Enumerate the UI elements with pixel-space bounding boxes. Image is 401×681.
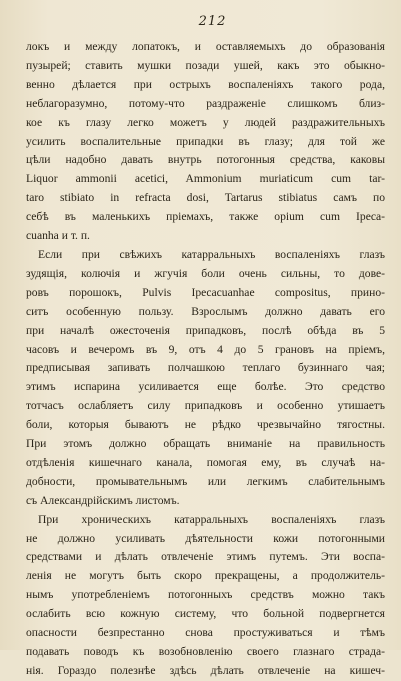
text-line: этимъ испарина усиливается еще болѣе. Это средство: [26, 380, 385, 394]
text-line: не должно усиливать дѣятельности кожи потогонными: [26, 531, 385, 545]
text-line: опасности безпрестанно снова простуживаться и тѣмъ: [26, 626, 385, 640]
text-line: Если при свѣжихъ катарральныхъ воспаленіяхъ глазъ: [38, 247, 385, 261]
text-line: cuanha и т. п.: [26, 229, 90, 243]
text-line: часовъ и вечеромъ въ 9, отъ 4 до 5 грановъ на пріемъ,: [26, 342, 385, 356]
text-line: ленія не могутъ быть скоро прекращены, а продолжитель-: [26, 569, 385, 583]
text-line: пузырей; ставить мушки позади ушей, какъ это обыкно-: [26, 58, 385, 72]
text-line: средствами и дѣлать отвлеченіе этимъ путемъ. Эти воспа-: [26, 550, 385, 564]
paragraph: [26, 246, 385, 511]
text-line: Liquor ammonii acetici, Ammonium muriaticum cum tar-: [26, 172, 385, 186]
text-line: локъ и между лопатокъ, и оставляемыхъ до образованія: [26, 40, 385, 53]
paragraph: [26, 38, 385, 246]
paragraph: [26, 511, 385, 681]
text-line: подавать поводъ къ возобновленію своего глазнаго страда-: [26, 645, 385, 658]
text-line: зудящія, колючія и жгучія боли очень сильны, то дове-: [26, 266, 385, 280]
text-line: При этомъ должно обращать вниманіе на правильность: [26, 437, 385, 451]
text-line: цѣли надобно давать внутрь потогонныя средства, каковы: [26, 153, 385, 167]
text-line: боли, которыя бываютъ не рѣдко чрезвычайно тягостны.: [26, 418, 385, 432]
text-line: ровъ порошокъ, Pulvis Ipecacuanhae compositus, прино-: [26, 285, 385, 299]
text-line: тотчасъ ослабляетъ силу припадковъ и особенно утишаетъ: [26, 399, 385, 413]
text-line: себѣ въ маленькихъ пріемахъ, также opium cum Ipeca-: [26, 210, 385, 224]
text-line: отдѣленія кишечнаго канала, помогая ему, въ случаѣ на-: [26, 455, 385, 469]
text-line: съ Александрійскимъ листомъ.: [26, 493, 180, 507]
text-line: добности, промывательнымъ или легкимъ слабительнымъ: [26, 474, 385, 488]
text-line: при началѣ ожесточенія припадковъ, послѣ обѣда въ 5: [26, 323, 385, 337]
text-line: неблагоразумно, потому-что раздраженіе слишкомъ близ-: [26, 96, 385, 110]
text-line: ситъ особенную пользу. Взрослымъ должно давать его: [26, 304, 385, 318]
text-line: При хроническихъ катарральныхъ воспаленіяхъ глазъ: [38, 512, 385, 526]
text-line: нымъ употребленіемъ потогонныхъ средствъ можно такъ: [26, 588, 385, 602]
paragraphs: [26, 38, 385, 681]
text-line: венно дѣлается при острыхъ воспаленіяхъ такого рода,: [26, 77, 385, 91]
text-line: предписывая запивать полчашкою теплаго бузиннаго чая;: [26, 361, 385, 375]
text-line: кое къ глазу легко можетъ у людей раздражительныхъ: [26, 115, 385, 129]
text-line: ослабить всю кожную систему, что больной подвергнется: [26, 607, 385, 621]
text-line: усилить воспалительные припадки въ глазу; для той же: [26, 134, 385, 148]
body-text: [26, 38, 385, 681]
text-line: нія. Гораздо полезнѣе здѣсь дѣлать отвлеченіе на кишеч-: [26, 663, 385, 677]
page-number: 212: [198, 14, 227, 29]
text-line: taro stibiato in refracta dosi, Tartarus stibiatus самъ по: [26, 191, 385, 205]
